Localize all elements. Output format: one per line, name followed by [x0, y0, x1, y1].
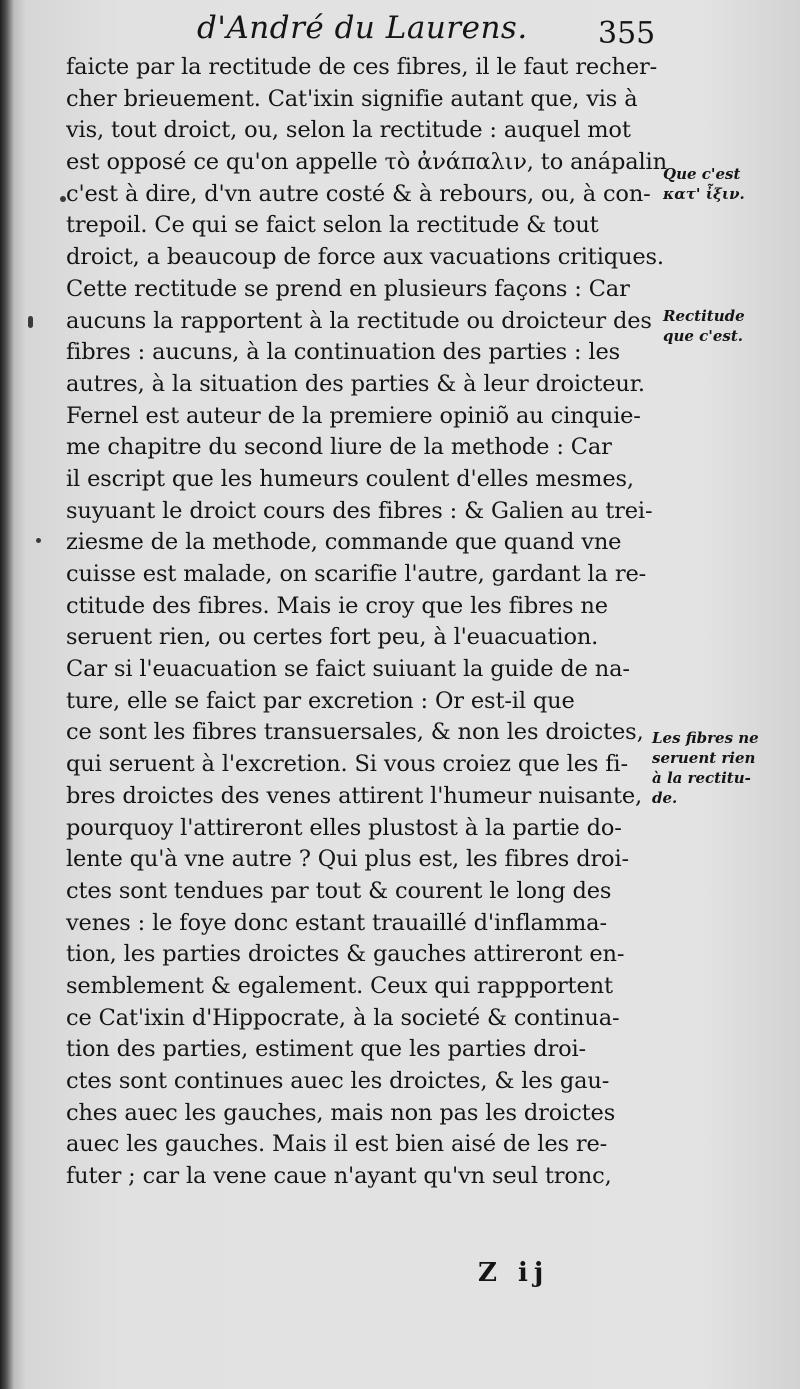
- text-line: fibres : aucuns, à la continuation des parties : les: [66, 339, 621, 366]
- text-line: autres, à la situation des parties & à leur droicteur.: [66, 370, 645, 397]
- margin-note-line: Les fibres ne: [652, 729, 759, 747]
- margin-note-line: Rectitude: [663, 307, 745, 325]
- text-line: auec les gauches. Mais il est bien aisé de les re-: [66, 1131, 608, 1158]
- running-title: d'André du Laurens.: [197, 10, 528, 46]
- margin-note-line: Que c'est: [663, 165, 741, 183]
- margin-note-line: que c'est.: [663, 327, 744, 345]
- text-line: Car si l'euacuation se faict suiuant la guide de na-: [66, 656, 630, 683]
- text-line: venes : le foye donc estant trauaillé d'inflamma-: [66, 909, 607, 936]
- text-line: ce Cat'ixin d'Hippocrate, à la societé & continua-: [66, 1004, 620, 1031]
- text-line: est opposé ce qu'on appelle τὸ ἀνάπαλιν, to anápalin: [66, 149, 667, 176]
- text-line: ctes sont tendues par tout & courent le long des: [66, 877, 612, 904]
- text-line: tion des parties, estiment que les parties droi-: [66, 1036, 586, 1063]
- margin-note-line: à la rectitu-: [652, 769, 751, 787]
- text-line: cher brieuement. Cat'ixin signifie autant que, vis à: [66, 85, 638, 112]
- text-line: suyuant le droict cours des fibres : & Galien au trei-: [66, 497, 653, 524]
- ink-speck: [60, 196, 66, 202]
- text-line: ce sont les fibres transuersales, & non les droictes,: [66, 719, 644, 746]
- text-line: il escript que les humeurs coulent d'elles mesmes,: [66, 465, 634, 492]
- margin-note-line: seruent rien: [652, 749, 756, 767]
- text-line: tion, les parties droictes & gauches attireront en-: [66, 941, 625, 968]
- text-line: futer ; car la vene caue n'ayant qu'vn seul tronc,: [66, 1163, 612, 1190]
- margin-note-line: de.: [652, 789, 678, 807]
- text-line: droict, a beaucoup de force aux vacuations critiques.: [66, 244, 664, 271]
- text-line: pourquoy l'attireront elles plustost à la partie do-: [66, 814, 622, 841]
- signature-mark: Z ij: [478, 1258, 550, 1288]
- text-line: trepoil. Ce qui se faict selon la rectitude & tout: [66, 212, 599, 239]
- text-line: qui seruent à l'excretion. Si vous croiez que les fi-: [66, 751, 628, 778]
- text-line: faicte par la rectitude de ces fibres, il le faut recher-: [66, 54, 658, 80]
- ink-speck: [36, 538, 41, 543]
- text-line: cuisse est malade, on scarifie l'autre, gardant la re-: [66, 561, 647, 587]
- text-line: semblement & egalement. Ceux qui rappportent: [66, 972, 613, 999]
- text-line: seruent rien, ou certes fort peu, à l'euacuation.: [66, 624, 599, 651]
- text-line: vis, tout droict, ou, selon la rectitude : auquel mot: [66, 117, 631, 144]
- text-line: Fernel est auteur de la premiere opiniõ au cinquie-: [66, 402, 641, 429]
- text-line: ches auec les gauches, mais non pas les droictes: [66, 1099, 616, 1126]
- text-line: me chapitre du second liure de la methode : Car: [66, 434, 612, 461]
- margin-note-rectitude: [663, 306, 800, 346]
- text-line: c'est à dire, d'vn autre costé & à rebours, ou, à con-: [66, 180, 651, 207]
- margin-note-que-cest: [663, 164, 800, 204]
- text-line: aucuns la rapportent à la rectitude ou droicteur des: [66, 307, 652, 334]
- text-line: lente qu'à vne autre ? Qui plus est, les fibres droi-: [66, 846, 629, 873]
- text-line: ctes sont continues auec les droictes, & les gau-: [66, 1068, 610, 1094]
- page-number: 355: [598, 16, 656, 51]
- body-text: [66, 52, 667, 1193]
- text-line: ctitude des fibres. Mais ie croy que les fibres ne: [66, 592, 608, 619]
- text-line: ture, elle se faict par excretion : Or est-il que: [66, 687, 575, 714]
- margin-note-fibres: [652, 728, 789, 808]
- text-line: ziesme de la methode, commande que quand vne: [66, 529, 622, 556]
- text-line: bres droictes des venes attirent l'humeur nuisante,: [66, 782, 643, 809]
- ink-speck: [28, 316, 33, 328]
- margin-note-line: κατ' ἶξιν.: [663, 185, 745, 203]
- text-line: Cette rectitude se prend en plusieurs façons : Car: [66, 275, 630, 302]
